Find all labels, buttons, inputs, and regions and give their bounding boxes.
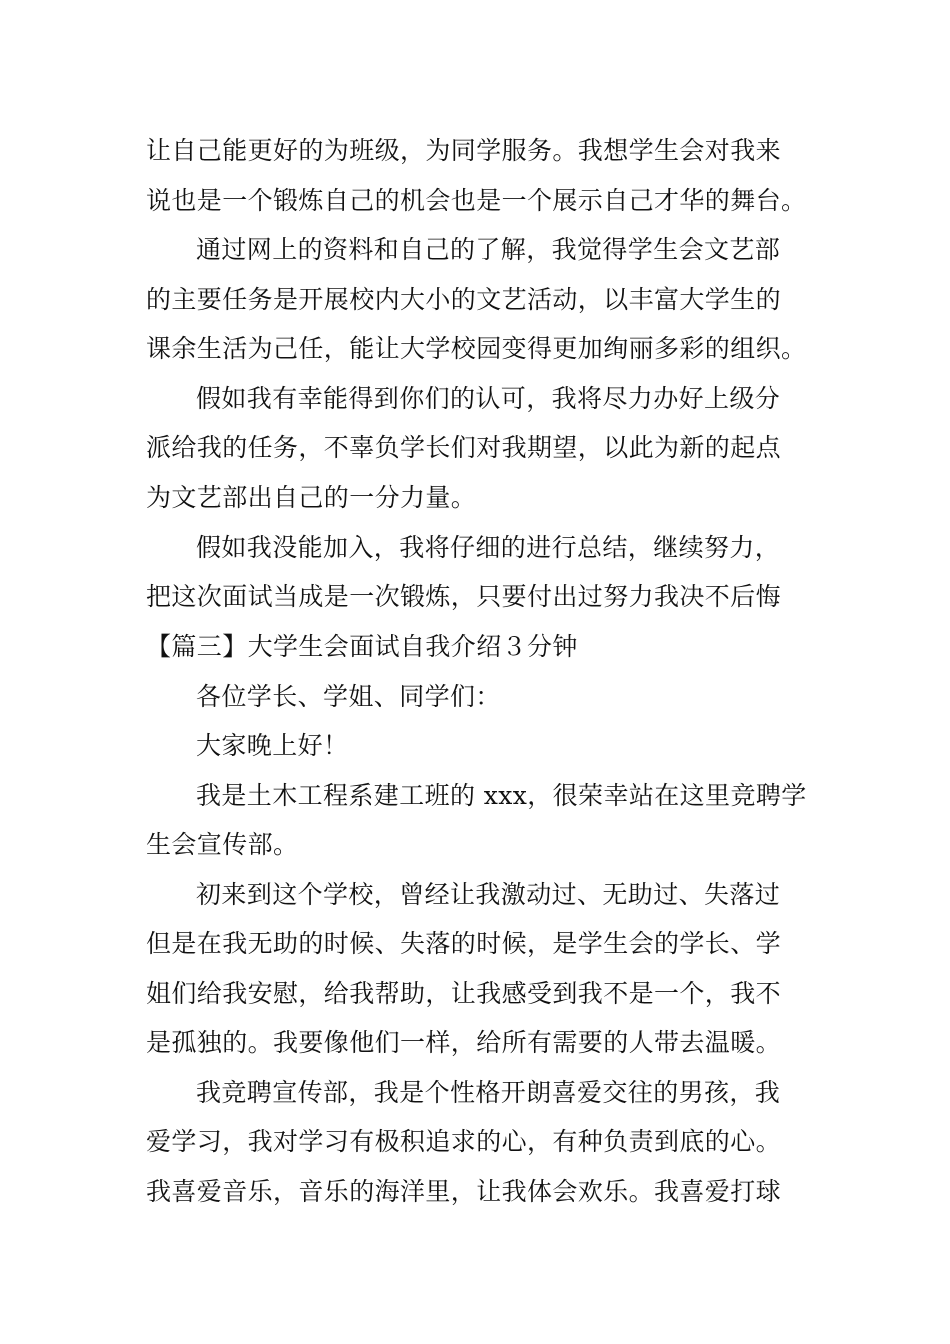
text-line: 爱学习，我对学习有极积追求的心，有种负责到底的心。 xyxy=(146,1127,782,1156)
paragraph-start: 我竞聘宣传部，我是个性格开朗喜爱交往的男孩，我 xyxy=(196,1078,781,1107)
text-line: 让自己能更好的为班级，为同学服务。我想学生会对我来 xyxy=(146,136,782,165)
text-line: 说也是一个锻炼自己的机会也是一个展示自己才华的舞台。 xyxy=(146,186,807,215)
text-line: 生会宣传部。 xyxy=(146,830,299,859)
text-line: 但是在我无助的时候、失落的时候，是学生会的学长、学 xyxy=(146,929,782,958)
paragraph-start: 我是土木工程系建工班的 xxx，很荣幸站在这里竞聘学 xyxy=(196,781,807,810)
text-line: 课余生活为己任，能让大学校园变得更加绚丽多彩的组织。 xyxy=(146,334,807,363)
text-line: 我喜爱音乐，音乐的海洋里，让我体会欢乐。我喜爱打球 xyxy=(146,1177,782,1206)
text-line: 的主要任务是开展校内大小的文艺活动，以丰富大学生的 xyxy=(146,285,782,314)
text-line: 为文艺部出自己的一分力量。 xyxy=(146,483,477,512)
text-line: 姐们给我安慰，给我帮助，让我感受到我不是一个，我不 xyxy=(146,979,782,1008)
greeting: 大家晚上好！ xyxy=(196,731,349,760)
text-line: 派给我的任务，不辜负学长们对我期望，以此为新的起点 xyxy=(146,433,782,462)
paragraph-start: 假如我没能加入，我将仔细的进行总结，继续努力， xyxy=(196,533,781,562)
salutation: 各位学长、学姐、同学们： xyxy=(196,682,501,711)
paragraph-start: 通过网上的资料和自己的了解，我觉得学生会文艺部 xyxy=(196,235,781,264)
text-line: 是孤独的。我要像他们一样，给所有需要的人带去温暖。 xyxy=(146,1028,782,1057)
paragraph-start: 初来到这个学校，曾经让我激动过、无助过、失落过 xyxy=(196,880,781,909)
section-heading: 【篇三】大学生会面试自我介绍３分钟 xyxy=(146,632,578,661)
paragraph-start: 假如我有幸能得到你们的认可，我将尽力办好上级分 xyxy=(196,384,781,413)
text-line: 把这次面试当成是一次锻炼，只要付出过努力我决不后悔 xyxy=(146,582,782,611)
